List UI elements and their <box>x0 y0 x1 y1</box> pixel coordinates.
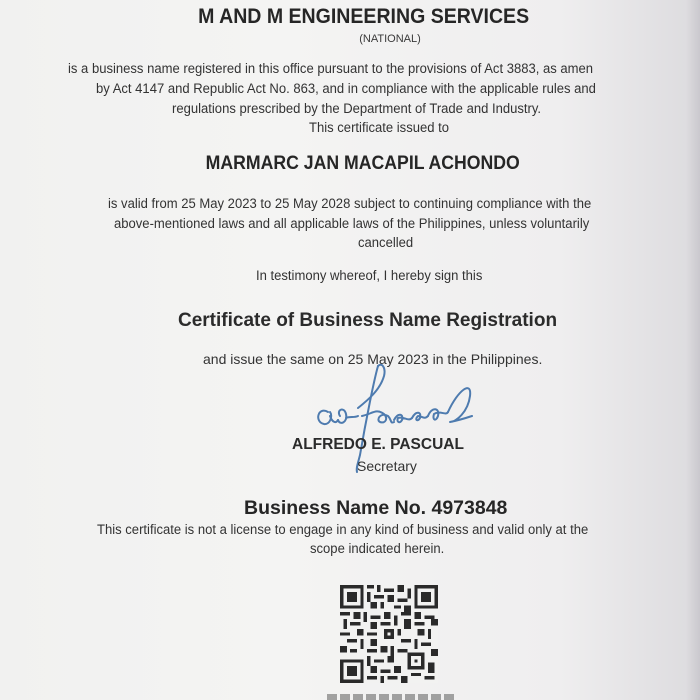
signatory-name: ALFREDO E. PASCUAL <box>292 436 464 453</box>
page-edge-shadow <box>686 0 700 700</box>
registration-text-line-3: regulations prescribed by the Department of Trade and Industry. <box>172 101 542 117</box>
notice-line-2: scope indicated herein. <box>310 541 445 557</box>
validity-text-line-2: above-mentioned laws and all applicable laws of the Philippines, unless voluntarily <box>114 216 590 232</box>
notice-line-1: This certificate is not a license to engage in any kind of business and valid only at the <box>97 522 589 538</box>
validity-text-line-3: cancelled <box>358 235 414 251</box>
document-title: Certificate of Business Name Registration <box>178 310 558 331</box>
owner-name: MARMARC JAN MACAPIL ACHONDO <box>205 153 520 174</box>
cropped-text-bottom <box>327 694 457 700</box>
validity-text-line-1: is valid from 25 May 2023 to 25 May 2028 subject to continuing compliance with the <box>108 196 592 212</box>
qr-code-icon[interactable] <box>340 583 438 685</box>
issued-to-label: This certificate issued to <box>309 120 450 136</box>
registration-text-line-2: by Act 4147 and Republic Act No. 863, and in compliance with the applicable rules and <box>96 81 596 97</box>
issue-line: and issue the same on 25 May 2023 in the Philippines. <box>203 351 543 367</box>
testimony-text: In testimony whereof, I hereby sign this <box>256 268 483 284</box>
signatory-title: Secretary <box>357 458 417 474</box>
business-name-heading: M AND M ENGINEERING SERVICES <box>198 5 530 28</box>
registration-text-line-1: is a business name registered in this office pursuant to the provisions of Act 3883, as amen <box>68 61 594 77</box>
business-name-number: Business Name No. 4973848 <box>244 497 508 519</box>
business-scope: (NATIONAL) <box>359 33 421 45</box>
